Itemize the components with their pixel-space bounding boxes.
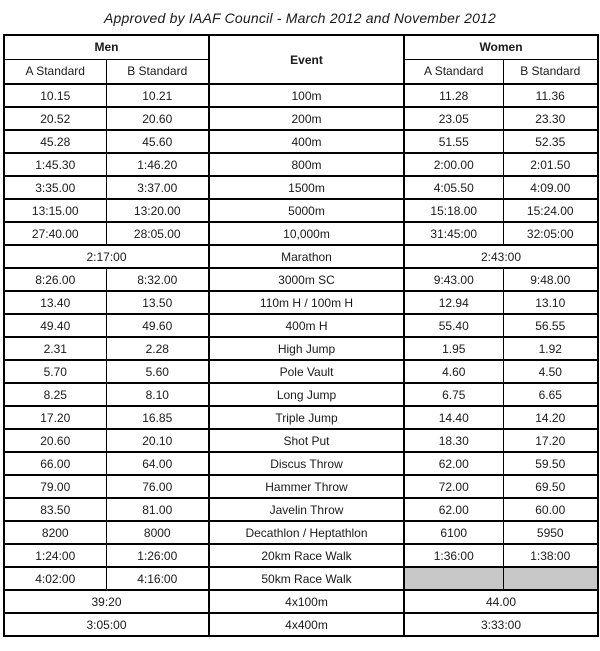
- event-cell: 800m: [209, 153, 404, 176]
- women-b-cell: 9:48.00: [503, 268, 598, 291]
- table-row: [4, 544, 598, 567]
- men-b-cell: 2.28: [106, 337, 209, 360]
- table-row: [4, 153, 598, 176]
- men-a-cell: 49.40: [4, 314, 106, 337]
- men-a-cell: 8.25: [4, 383, 106, 406]
- table-row: [4, 406, 598, 429]
- women-a-cell: 15:18.00: [404, 199, 503, 222]
- table-row: [4, 130, 598, 153]
- women-b-cell: 4.50: [503, 360, 598, 383]
- men-a-cell: 1:24:00: [4, 544, 106, 567]
- table-row: [4, 268, 598, 291]
- women-b-cell: 23.30: [503, 107, 598, 130]
- women-b-standard-header: B Standard: [503, 59, 598, 84]
- women-a-cell: 51.55: [404, 130, 503, 153]
- women-b-cell: 1:38:00: [503, 544, 598, 567]
- table-row: [4, 521, 598, 544]
- women-b-cell: 13.10: [503, 291, 598, 314]
- men-a-standard-header: A Standard: [4, 59, 106, 84]
- women-a-cell: 4.60: [404, 360, 503, 383]
- men-a-cell: 27:40.00: [4, 222, 106, 245]
- women-b-cell: 15:24.00: [503, 199, 598, 222]
- table-row: [4, 590, 598, 613]
- women-b-cell: 14.20: [503, 406, 598, 429]
- women-b-cell: [503, 567, 598, 590]
- men-b-cell: 16.85: [106, 406, 209, 429]
- event-cell: 4x400m: [209, 613, 404, 636]
- women-a-cell: 55.40: [404, 314, 503, 337]
- event-cell: 5000m: [209, 199, 404, 222]
- event-cell: Long Jump: [209, 383, 404, 406]
- table-row: [4, 314, 598, 337]
- men-a-cell: 66.00: [4, 452, 106, 475]
- men-a-cell: 13:15.00: [4, 199, 106, 222]
- women-b-cell: 56.55: [503, 314, 598, 337]
- event-cell: Triple Jump: [209, 406, 404, 429]
- women-a-cell: 9:43.00: [404, 268, 503, 291]
- women-b-cell: 59.50: [503, 452, 598, 475]
- men-b-cell: 4:16:00: [106, 567, 209, 590]
- event-cell: 110m H / 100m H: [209, 291, 404, 314]
- men-a-cell: 1:45.30: [4, 153, 106, 176]
- men-a-cell: 4:02:00: [4, 567, 106, 590]
- men-b-cell: 13:20.00: [106, 199, 209, 222]
- event-cell: 10,000m: [209, 222, 404, 245]
- event-cell: Shot Put: [209, 429, 404, 452]
- women-a-cell: 62.00: [404, 452, 503, 475]
- men-b-cell: 1:26:00: [106, 544, 209, 567]
- women-a-cell: 2:00.00: [404, 153, 503, 176]
- men-b-cell: 10.21: [106, 84, 209, 107]
- table-row: [4, 567, 598, 590]
- event-cell: Discus Throw: [209, 452, 404, 475]
- event-cell: 100m: [209, 84, 404, 107]
- event-cell: 400m H: [209, 314, 404, 337]
- women-b-cell: 60.00: [503, 498, 598, 521]
- men-b-cell: 76.00: [106, 475, 209, 498]
- table-row: [4, 199, 598, 222]
- men-b-cell: 20.10: [106, 429, 209, 452]
- qualification-standards-table: [3, 34, 599, 637]
- women-b-cell: 11.36: [503, 84, 598, 107]
- table-row: [4, 383, 598, 406]
- women-a-cell: 6.75: [404, 383, 503, 406]
- table-row: [4, 84, 598, 107]
- event-cell: High Jump: [209, 337, 404, 360]
- women-a-cell: 18.30: [404, 429, 503, 452]
- women-b-cell: 2:01.50: [503, 153, 598, 176]
- men-group-header: Men: [4, 35, 209, 59]
- women-b-cell: 6.65: [503, 383, 598, 406]
- women-a-cell: 14.40: [404, 406, 503, 429]
- event-cell: 200m: [209, 107, 404, 130]
- women-group-header: Women: [404, 35, 598, 59]
- table-row: [4, 222, 598, 245]
- event-cell: 1500m: [209, 176, 404, 199]
- men-b-cell: 8:32.00: [106, 268, 209, 291]
- table-row: [4, 475, 598, 498]
- event-cell: Decathlon / Heptathlon: [209, 521, 404, 544]
- men-b-cell: 64.00: [106, 452, 209, 475]
- men-b-cell: 81.00: [106, 498, 209, 521]
- table-row: [4, 291, 598, 314]
- women-merged-cell: 44.00: [404, 590, 598, 613]
- women-b-cell: 17.20: [503, 429, 598, 452]
- table-row: [4, 176, 598, 199]
- women-merged-cell: 3:33:00: [404, 613, 598, 636]
- men-a-cell: 13.40: [4, 291, 106, 314]
- table-row: [4, 360, 598, 383]
- women-a-cell: 62.00: [404, 498, 503, 521]
- event-cell: 4x100m: [209, 590, 404, 613]
- women-a-cell: 23.05: [404, 107, 503, 130]
- women-b-cell: 5950: [503, 521, 598, 544]
- men-a-cell: 10.15: [4, 84, 106, 107]
- table-row: [4, 337, 598, 360]
- table-row: [4, 429, 598, 452]
- men-b-cell: 28:05.00: [106, 222, 209, 245]
- women-a-cell: 1.95: [404, 337, 503, 360]
- group-header-row: [4, 35, 598, 59]
- women-a-cell: 12.94: [404, 291, 503, 314]
- men-merged-cell: 3:05:00: [4, 613, 209, 636]
- men-b-cell: 49.60: [106, 314, 209, 337]
- men-b-standard-header: B Standard: [106, 59, 209, 84]
- men-a-cell: 17.20: [4, 406, 106, 429]
- men-a-cell: 8:26.00: [4, 268, 106, 291]
- table-row: [4, 452, 598, 475]
- men-a-cell: 83.50: [4, 498, 106, 521]
- men-a-cell: 5.70: [4, 360, 106, 383]
- table-row: [4, 107, 598, 130]
- women-a-cell: 4:05.50: [404, 176, 503, 199]
- women-b-cell: 52.35: [503, 130, 598, 153]
- table-row: [4, 245, 598, 268]
- men-b-cell: 45.60: [106, 130, 209, 153]
- men-b-cell: 3:37.00: [106, 176, 209, 199]
- women-a-cell: 31:45:00: [404, 222, 503, 245]
- table-row: [4, 613, 598, 636]
- event-cell: 3000m SC: [209, 268, 404, 291]
- women-a-standard-header: A Standard: [404, 59, 503, 84]
- men-a-cell: 20.52: [4, 107, 106, 130]
- men-a-cell: 8200: [4, 521, 106, 544]
- women-a-cell: 72.00: [404, 475, 503, 498]
- table-row: [4, 498, 598, 521]
- page-title: Approved by IAAF Council - March 2012 and November 2012: [103, 10, 497, 26]
- men-b-cell: 5.60: [106, 360, 209, 383]
- women-a-cell: 11.28: [404, 84, 503, 107]
- women-a-cell: 1:36:00: [404, 544, 503, 567]
- men-a-cell: 45.28: [4, 130, 106, 153]
- men-b-cell: 8.10: [106, 383, 209, 406]
- event-cell: 50km Race Walk: [209, 567, 404, 590]
- men-b-cell: 1:46.20: [106, 153, 209, 176]
- women-b-cell: 32:05:00: [503, 222, 598, 245]
- women-a-cell: 6100: [404, 521, 503, 544]
- men-b-cell: 20.60: [106, 107, 209, 130]
- event-cell: Javelin Throw: [209, 498, 404, 521]
- men-a-cell: 3:35.00: [4, 176, 106, 199]
- men-a-cell: 79.00: [4, 475, 106, 498]
- men-a-cell: 20.60: [4, 429, 106, 452]
- event-cell: 400m: [209, 130, 404, 153]
- women-a-cell: [404, 567, 503, 590]
- event-column-header: Event: [209, 35, 404, 84]
- men-b-cell: 13.50: [106, 291, 209, 314]
- women-b-cell: 4:09.00: [503, 176, 598, 199]
- men-merged-cell: 39:20: [4, 590, 209, 613]
- event-cell: 20km Race Walk: [209, 544, 404, 567]
- women-b-cell: 69.50: [503, 475, 598, 498]
- women-b-cell: 1.92: [503, 337, 598, 360]
- men-a-cell: 2.31: [4, 337, 106, 360]
- men-merged-cell: 2:17:00: [4, 245, 209, 268]
- women-merged-cell: 2:43:00: [404, 245, 598, 268]
- event-cell: Marathon: [209, 245, 404, 268]
- event-cell: Hammer Throw: [209, 475, 404, 498]
- men-b-cell: 8000: [106, 521, 209, 544]
- event-cell: Pole Vault: [209, 360, 404, 383]
